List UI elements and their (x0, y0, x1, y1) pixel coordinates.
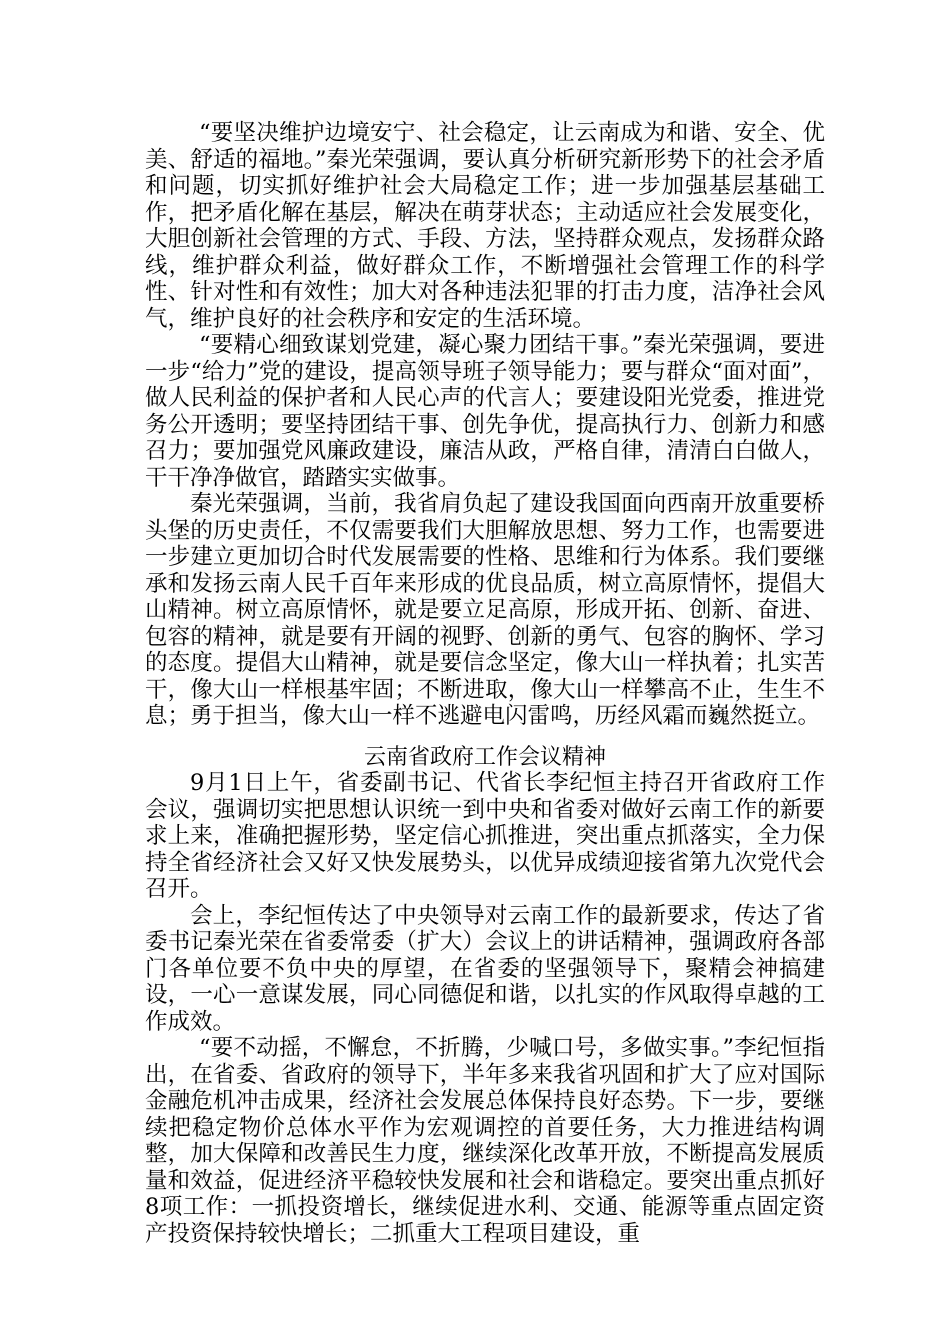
section-heading: 云南省政府工作会议精神 (363, 745, 606, 770)
paragraph: 会上，李纪恒传达了中央领导对云南工作的最新要求，传达了省委书记秦光荣在省委常委（扩大）会议上的讲话精神，强调政府各部门各单位要不负中央的厚望，在省委的坚强领导下，聚精会神搞建设，一心一意谋发展，同心同德促和谐，以扎实的作风取得卓越的工作成效。 (145, 902, 825, 1035)
paragraph: “要不动摇，不懈怠，不折腾，少喊口号，多做实事。”李纪恒指出，在省委、省政府的领导下，半年多来我省巩固和扩大了应对国际金融危机冲击成果，经济社会发展总体保持良好态势。下一步，要继续把稳定物价总体水平作为宏观调控的首要任务，大力推进结构调整，加大保障和改善民生力度，继续深化改革开放，不断提高发展质量和效益，促进经济平稳较快发展和社会和谐稳定。要突出重点抓好8项工作：一抓投资增长，继续促进水利、交通、能源等重点固定资产投资保持较快增长；二抓重大工程项目建设，重 (145, 1035, 825, 1247)
paragraph: 秦光荣强调，当前，我省肩负起了建设我国面向西南开放重要桥头堡的历史责任，不仅需要我们大胆解放思想、努力工作，也需要进一步建立更加切合时代发展需要的性格、思维和行为体系。我们要继承和发扬云南人民千百年来形成的优良品质，树立高原情怀，提倡大山精神。树立高原情怀，就是要立足高原，形成开拓、创新、奋进、包容的精神，就是要有开阔的视野、创新的勇气、包容的胸怀、学习的态度。提倡大山精神，就是要信念坚定，像大山一样执着；扎实苦干，像大山一样根基牢固；不断进取，像大山一样攀高不止，生生不息；勇于担当，像大山一样不逃避电闪雷鸣，历经风霜而巍然挺立。 (145, 491, 825, 729)
section-two-body (145, 770, 825, 1247)
section-one-body (145, 120, 825, 730)
paragraph: 9月1日上午，省委副书记、代省长李纪恒主持召开省政府工作会议，强调切实把思想认识统一到中央和省委对做好云南工作的新要求上来，准确把握形势，坚定信心抓推进，突出重点抓落实，全力保持全省经济社会又好又快发展势头，以优异成绩迎接省第九次党代会召开。 (145, 770, 825, 902)
paragraph: “要坚决维护边境安宁、社会稳定，让云南成为和谐、安全、优美、舒适的福地。”秦光荣强调，要认真分析研究新形势下的社会矛盾和问题，切实抓好维护社会大局稳定工作；进一步加强基层基础工作，把矛盾化解在基层，解决在萌芽状态；主动适应社会发展变化，大胆创新社会管理的方式、手段、方法，坚持群众观点，发扬群众路线，维护群众利益，做好群众工作，不断增强社会管理工作的科学性、针对性和有效性；加大对各种违法犯罪的打击力度，洁净社会风气，维护良好的社会秩序和安定的生活环境。 (145, 120, 825, 332)
paragraph: “要精心细致谋划党建，凝心聚力团结干事。”秦光荣强调，要进一步“给力”党的建设，提高领导班子领导能力；要与群众“面对面”，做人民利益的保护者和人民心声的代言人；要建设阳光党委，推进党务公开透明；要坚持团结干事、创先争优，提高执行力、创新力和感召力；要加强党风廉政建设，廉洁从政，严格自律，清清白白做人，干干净净做官，踏踏实实做事。 (145, 332, 825, 491)
